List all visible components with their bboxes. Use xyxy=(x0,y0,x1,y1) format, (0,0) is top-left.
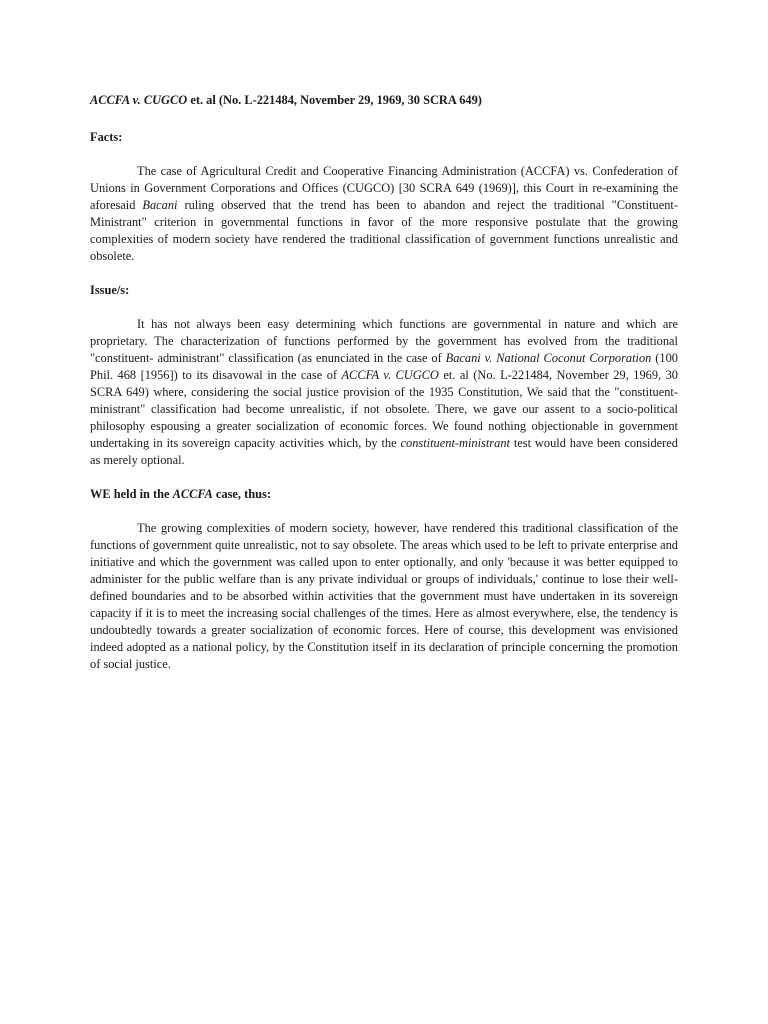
issues-paragraph: It has not always been easy determining which functions are governmental in nature and which are proprietary. The characterization of functions performed by the government has evolved from the traditional "constituent- administrant" classification (as enunciated in the case of Bacani v. National Coconut Corporation (100 Phil. 468 [1956]) to its disavowal in the case of ACCFA v. CUGCO et. al (No. L-221484, November 29, 1969, 30 SCRA 649) where, considering the social justice provision of the 1935 Constitution, We said that the "constituent-ministrant" classification had become unrealistic, if not obsolete. There, we gave our assent to a socio-political philosophy espousing a greater socialization of economic forces. We found nothing objectionable in government undertaking in its sovereign capacity activities which, by the constituent-ministrant test would have been considered as merely optional. xyxy=(90,317,678,467)
document-page xyxy=(90,92,678,691)
facts-paragraph: The case of Agricultural Credit and Cooperative Financing Administration (ACCFA) vs. Confederation of Unions in Government Corporations and Offices (CUGCO) [30 SCRA 649 (1969)], this Court in re-examining the aforesaid Bacani ruling observed that the trend has been to abandon and reject the traditional "Constituent- Ministrant" criterion in governmental functions in favor of the more responsive postulate that the growing complexities of modern society have rendered the traditional classification of government functions unrealistic and obsolete. xyxy=(90,164,678,263)
facts-heading: Facts: xyxy=(90,130,123,144)
held-heading: WE held in the ACCFA case, thus: xyxy=(90,487,271,501)
case-title xyxy=(90,92,678,109)
issues-heading: Issue/s: xyxy=(90,283,130,297)
case-title-name: ACCFA v. CUGCO xyxy=(90,93,188,107)
held-paragraph: The growing complexities of modern society, however, have rendered this traditional classification of the functions of government quite unrealistic, not to say obsolete. The areas which used to be left to private enterprise and initiative and which the government was called upon to enter optionally, and only 'because it was better equipped to administer for the public welfare than is any private individual or groups of individuals,' continue to lose their well-defined boundaries and to be absorbed within activities that the government must have undertaken in its sovereign capacity if it is to meet the increasing social challenges of the times. Here as almost everywhere, else, the tendency is undoubtedly towards a greater socialization of economic forces. Here of course, this development was envisioned indeed adopted as a national policy, by the Constitution itself in its declaration of principle concerning the promotion of social justice. xyxy=(90,521,678,671)
case-title-citation: et. al (No. L-221484, November 29, 1969, 30 SCRA 649) xyxy=(187,93,482,107)
